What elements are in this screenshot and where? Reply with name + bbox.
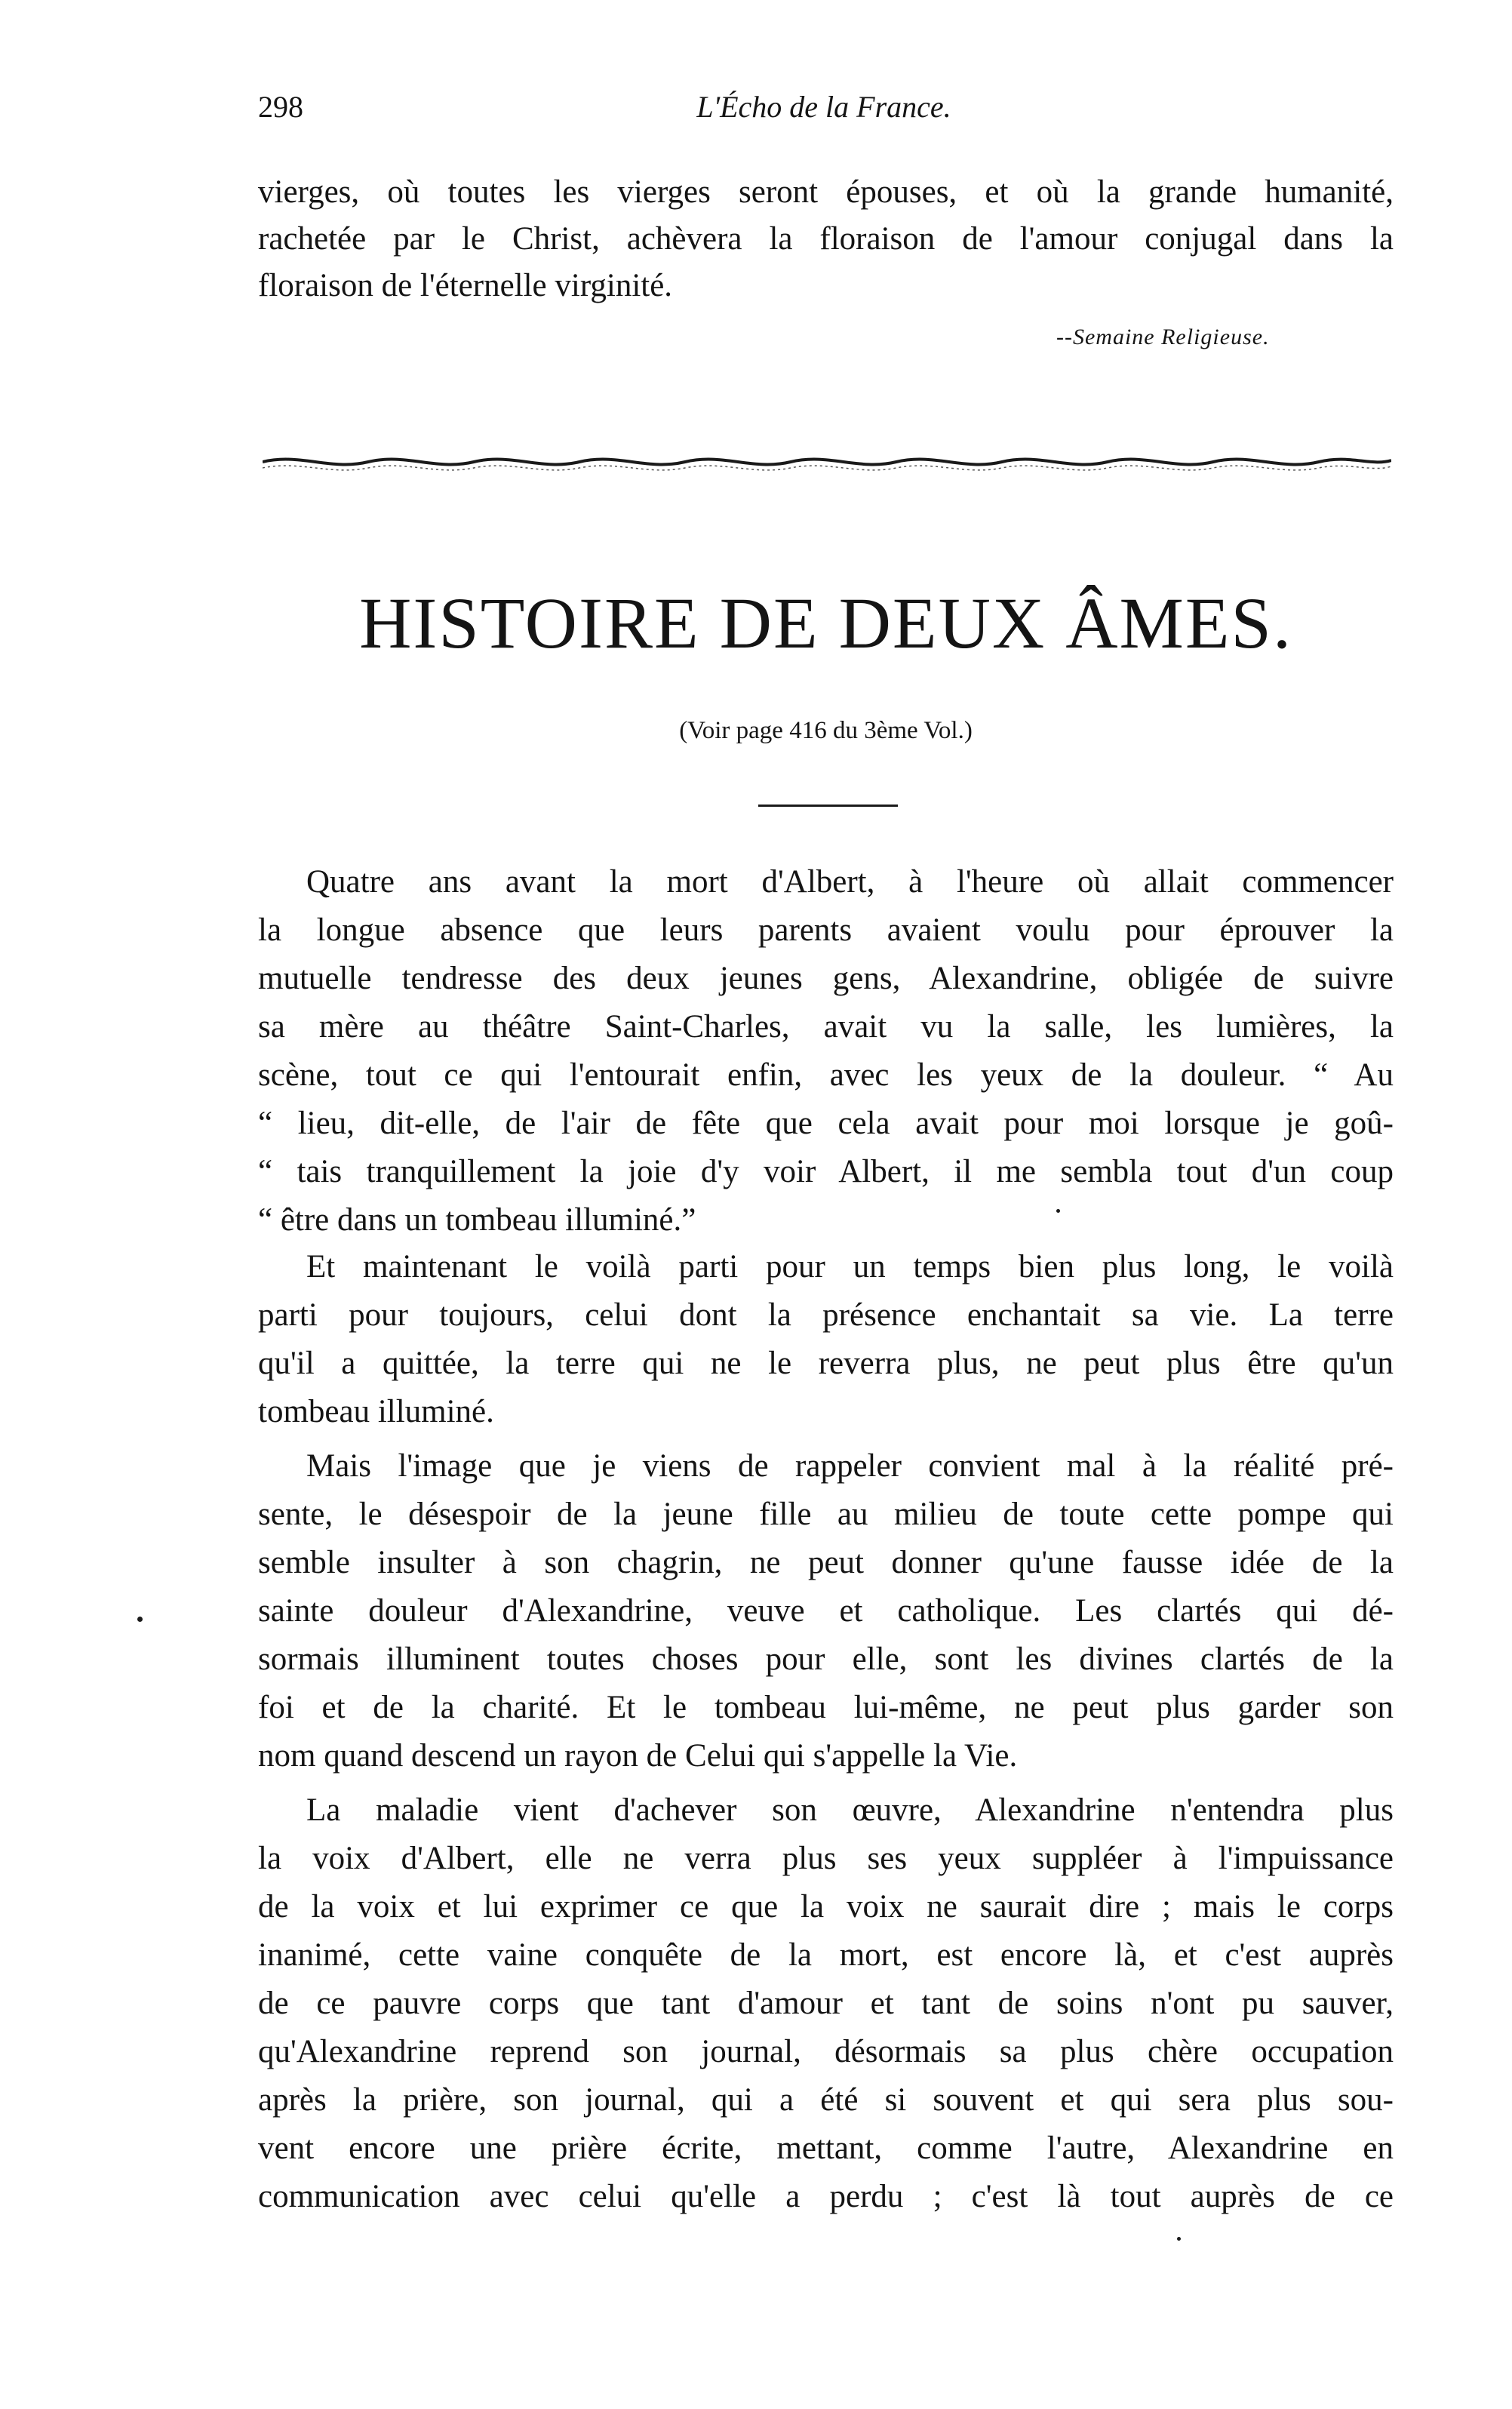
article-title: HISTOIRE DE DEUX ÂMES. (359, 583, 1292, 663)
text-line: après la prière, son journal, qui a été si souvent et qui sera plus sou- (258, 2082, 1394, 2118)
running-header (258, 89, 1390, 134)
text-line: nom quand descend un rayon de Celui qui s'appelle la Vie. (258, 1738, 1018, 1774)
text-line: Et maintenant le voilà parti pour un temps bien plus long, le voilà (306, 1249, 1394, 1284)
text-line: Quatre ans avant la mort d'Albert, à l'heure où allait commencer (306, 864, 1394, 900)
text-line: sente, le désespoir de la jeune fille au milieu de toute cette pompe qui (258, 1497, 1394, 1532)
text-line: Mais l'image que je viens de rappeler convient mal à la réalité pré- (306, 1448, 1394, 1484)
text-line: semble insulter à son chagrin, ne peut donner qu'une fausse idée de la (258, 1545, 1394, 1580)
text-line: sa mère au théâtre Saint-Charles, avait vu la salle, les lumières, la (258, 1009, 1394, 1045)
text-line: rachetée par le Christ, achèvera la floraison de l'amour conjugal dans la (258, 221, 1394, 257)
text-line: de ce pauvre corps que tant d'amour et tant de soins n'ont pu sauver, (258, 1986, 1394, 2021)
print-speck (1177, 2237, 1181, 2241)
title-divider (758, 805, 898, 807)
print-speck (1056, 1209, 1060, 1213)
text-line: scène, tout ce qui l'entourait enfin, avec les yeux de la douleur. “ Au (258, 1057, 1394, 1093)
text-line: floraison de l'éternelle virginité. (258, 268, 673, 303)
text-line: “ lieu, dit-elle, de l'air de fête que cela avait pour moi lorsque je goû- (258, 1106, 1394, 1141)
text-line: parti pour toujours, celui dont la présence enchantait sa vie. La terre (258, 1297, 1394, 1333)
text-line: mutuelle tendresse des deux jeunes gens, Alexandrine, obligée de suivre (258, 961, 1394, 996)
text-line: La maladie vient d'achever son œuvre, Alexandrine n'entendra plus (306, 1792, 1394, 1828)
decorative-rule (263, 451, 1391, 481)
text-line: “ tais tranquillement la joie d'y voir Albert, il me sembla tout d'un coup (258, 1154, 1394, 1189)
text-line: sormais illuminent toutes choses pour elle, sont les divines clartés de la (258, 1641, 1394, 1677)
text-line: vierges, où toutes les vierges seront épouses, et où la grande humanité, (258, 174, 1394, 210)
text-line: inanimé, cette vaine conquête de la mort, est encore là, et c'est auprès (258, 1937, 1394, 1973)
running-title: L'Écho de la France. (696, 90, 951, 124)
text-line: de la voix et lui exprimer ce que la voix ne saurait dire ; mais le corps (258, 1889, 1394, 1924)
text-line: sainte douleur d'Alexandrine, veuve et catholique. Les clartés qui dé- (258, 1593, 1394, 1629)
text-line: la voix d'Albert, elle ne verra plus ses yeux suppléer à l'impuissance (258, 1841, 1394, 1876)
print-speck (137, 1617, 143, 1622)
text-line: la longue absence que leurs parents avaient voulu pour éprouver la (258, 912, 1394, 948)
text-line: “ être dans un tombeau illuminé.” (258, 1202, 696, 1238)
text-line: qu'Alexandrine reprend son journal, désormais sa plus chère occupation (258, 2034, 1394, 2069)
text-line: tombeau illuminé. (258, 1394, 494, 1429)
text-line: vent encore une prière écrite, mettant, comme l'autre, Alexandrine en (258, 2131, 1394, 2166)
source-signature: --Semaine Religieuse. (1056, 325, 1270, 349)
text-line: qu'il a quittée, la terre qui ne le reverra plus, ne peut plus être qu'un (258, 1346, 1394, 1381)
text-line: foi et de la charité. Et le tombeau lui-même, ne peut plus garder son (258, 1690, 1394, 1725)
article-subtitle: (Voir page 416 du 3ème Vol.) (679, 717, 973, 744)
page-number: 298 (258, 90, 303, 124)
text-line: communication avec celui qu'elle a perdu ; c'est là tout auprès de ce (258, 2179, 1394, 2214)
